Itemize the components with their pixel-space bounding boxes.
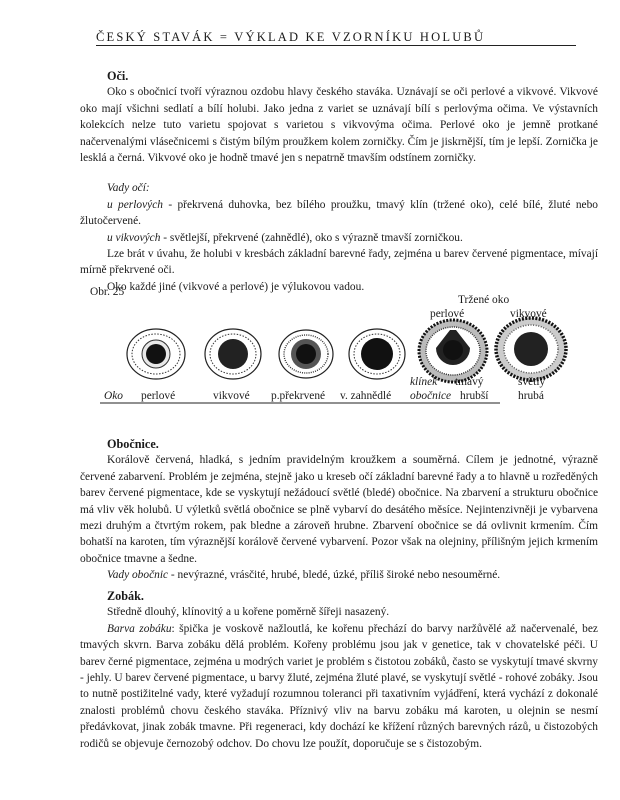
- label-vikv: vikvové: [213, 390, 250, 402]
- label-wedge: klínek: [410, 376, 438, 388]
- label-coarser: hrubší: [460, 390, 489, 402]
- eyes-heading: Oči.: [107, 69, 129, 83]
- eye-fault-vikv-term: u vikvových: [107, 231, 161, 244]
- eye-fault-pearl: [80, 197, 598, 230]
- beak-paragraph-2: [80, 621, 598, 752]
- eye-faults-heading: [80, 180, 598, 196]
- beak-heading: Zobák.: [107, 589, 144, 603]
- eye-vikv-brownish: [349, 329, 405, 379]
- beak-color-text: : špička je voskově nažloutlá, ke kořenu přechází do barvy naržůvělé až načervenalé, bez tmavých skvrn. Barva zobáku dělá problém. Kořeny problému jsou jak v genetice, tak v chovatelské péči. U barev černé pigmentace, zejména u modrých variet je problém s čistotou zobáků, často se vyskytují tmavé skvrny - jehly. U barev červené pigmentace, u barvy žluté, zejména žluté plavé, se vyskytují světlé - rohové zobáky. Jsou to nutně postižitelné vady, které vyžadují rozumnou toleranci při taxativním vyjádření, která vychází z dokonalé znalosti problémů chovu českého staváka. Příznivý vliv na barvu zobáku má karoten, u olejnin se nesmí předávkovat, jinak zobák tmavne. Při regeneraci, kdy dochází ke křížení různých barevných rázů, u čistozobých rodičů se objevuje černozobý odchov. Do chovu lze použít, doporučuje se s čistozobým.: [80, 622, 598, 750]
- eye-torn-pearl: [419, 320, 487, 382]
- eyes-paragraph: Oko s obočnicí tvoří výraznou ozdobu hlavy českého staváka. Uznávají se oči perlové a vikvové. Vikvové oko mají všichni sedlatí a bílí holubi. Jako jedna z variet se uznávají bílí s perlovýma očima. Ve výstavních kolekcích nelze tuto varietu spojovat s varietou s vikvovýma očima. Perlové oko je jemně protkané načervenalými vlásečnicemi s čistým bílým proužkem kolem zorničky. Čím je jiskrnější, tím je lepší. Zornička je lesklá a černá. Vikvové oko je hodně tmavé jen s nepatrně tmavším odstínem zorničky.: [80, 86, 598, 165]
- oko-label: Oko: [104, 390, 123, 402]
- cere-heading: Obočnice.: [107, 437, 159, 451]
- label-light: světlý: [518, 376, 546, 388]
- figure-eyes: [90, 286, 600, 416]
- eye-pearl: [127, 329, 185, 379]
- eye-torn-vikv: [496, 318, 566, 380]
- label-dark: tmavý: [455, 376, 484, 388]
- cere-faults-text: - nevýrazné, vrásčité, hrubé, bledé, úzké, příliš široké nebo nesouměrné.: [168, 569, 501, 582]
- eye-vikv: [205, 329, 261, 379]
- eye-fault-vikv: [80, 230, 598, 246]
- eye-fault-pearl-term: u perlových: [107, 198, 163, 211]
- cere-faults-term: Vady obočnic: [107, 569, 169, 582]
- eye-pearl-bloodshot: [279, 330, 333, 378]
- torn-vikv-label: vikvové: [510, 308, 547, 320]
- beak-section: [80, 588, 598, 752]
- cere-paragraph: Korálově červená, hladká, s jedním pravidelným kroužkem a souměrná. Cílem je jednotné, výrazně červené zabarvení. Problém je zejména, stejně jako u kreseb očí základní barevné řady a to hlavně u rozředěných barev červené pigmentace, kde se vyskytují nežádoucí světlé (bledé) obočnice. Na zbarvení a strukturu obočnice má vliv věk holubů. U výletků světlá obočnice se plně vybarví do desátého měsíce. Nejintenzivněji je vybarvena mezi druhým a čtvrtým rokem, pak bledne a zároveň hrubne. Zbarvení obočnice se dá ovlivnit krmením. Čím bohatší na karoten, tím výraznější korálově červené vybarvení. Pozor však na olejniny, přílišným jejich krmením obočnice tmavne a šedne.: [80, 454, 598, 565]
- eyes-paragraph-2: Lze brát v úvahu, že holubi v kresbách základní barevné řady, zejména u barev červené pigmentace, mívají mírně překrvené oči.: [80, 248, 598, 277]
- beak-color-term: Barva zobáku: [107, 622, 172, 635]
- cere-section: [80, 436, 598, 584]
- label-cere: obočnice: [410, 390, 452, 402]
- label-coarse: hrubá: [518, 390, 544, 402]
- cere-faults: [80, 567, 598, 583]
- eye-fault-vikv-text: - světlejší, překrvené (zahnědlé), oko s výrazně tmavší zorničkou.: [160, 231, 463, 244]
- eyes-paragraph-3: Oko každé jiné (vikvové a perlové) je výlukovou vadou.: [107, 280, 365, 293]
- label-pearl: perlové: [141, 390, 176, 402]
- beak-paragraph-1: Středně dlouhý, klínovitý a u kořene poměrně šířeji nasazený.: [107, 606, 390, 619]
- eyes-section: [80, 68, 598, 295]
- torn-eye-title: Tržené oko: [458, 294, 510, 306]
- label-brownish: v. zahnědlé: [340, 390, 392, 402]
- torn-pearl-label: perlové: [430, 308, 465, 320]
- eye-fault-pearl-text: - překrvená duhovka, bez bílého proužku, tmavý klín (tržené oko), celé bílé, žluté nebo žlutočervené.: [80, 198, 598, 228]
- page-header: ČESKÝ STAVÁK = VÝKLAD KE VZORNÍKU HOLUBŮ: [96, 30, 576, 46]
- label-bloodshot: p.překrvené: [271, 390, 326, 402]
- figure-label: Obr. 25: [90, 286, 125, 298]
- eye-faults-heading-text: Vady očí:: [107, 182, 150, 195]
